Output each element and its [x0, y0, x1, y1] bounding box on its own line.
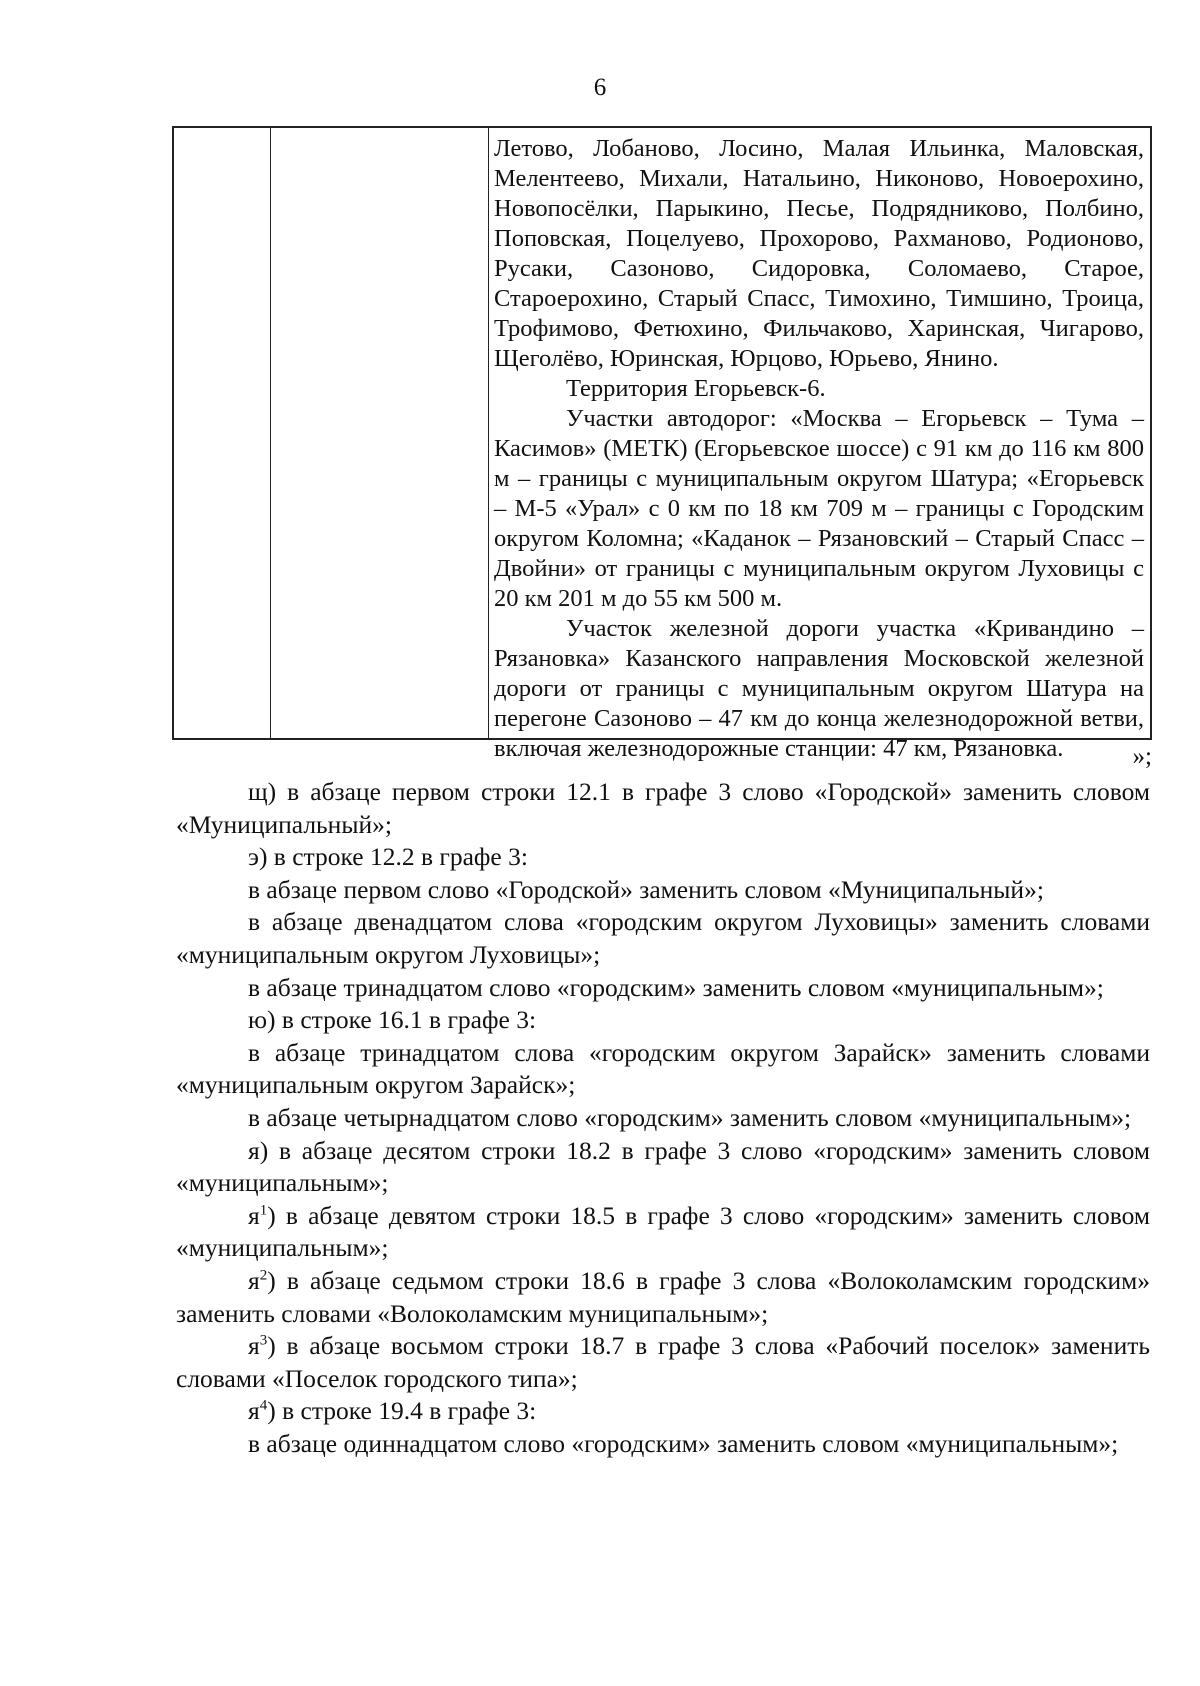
cell-paragraph-settlements: Летово, Лобаново, Лосино, Малая Ильинка, Маловская, Мелентеево, Михали, Натальино, Никоново, Новоерохино, Новопосёлки, Парыкино, Песье, Подрядниково, Полбино, Поповская, Поцелуево, Прохорово, Рахманово, Родионово, Русаки, Сазоново, Сидоровка, Соломаево, Старое, Староерохино, Старый Спасс, Тимохино, Тимшино, Троица, Трофимово, Фетюхино, Фильчаково, Харинская, Чигарово, Щеголёво, Юринская, Юрцово, Юрьево, Янино.: [494, 135, 1144, 372]
amendments-list: [176, 776, 1150, 1460]
amendment-ya4: [176, 1395, 1150, 1428]
amendment-yu-header: ю) в строке 16.1 в графе 3:: [248, 1005, 537, 1035]
column-divider: [488, 128, 489, 738]
amendment-letter: я: [248, 1265, 260, 1295]
amendment-e-header: э) в строке 12.2 в графе 3:: [248, 842, 528, 872]
amendment-ya2: [176, 1265, 1150, 1330]
amendment-e-item-2: в абзаце двенадцатом слова «городским округом Луховицы» заменить словами «муниципальным округом Луховицы»;: [176, 907, 1150, 969]
column-divider: [270, 128, 271, 738]
amendment-text: ) в абзаце седьмом строки 18.6 в графе 3 слова «Волоколамским городским» заменить словами «Волоколамским муниципальным»;: [176, 1265, 1150, 1328]
amendment-ya4-item-1: в абзаце одиннадцатом слово «городским» заменить словом «муниципальным»;: [248, 1428, 1119, 1458]
amendment-ya: я) в абзаце десятом строки 18.2 в графе 3 слово «городским» заменить словом «муниципальным»;: [176, 1135, 1150, 1198]
amendment-e-item-3: в абзаце тринадцатом слово «городским» заменить словом «муниципальным»;: [248, 972, 1104, 1002]
page-number: 6: [593, 74, 607, 101]
cell-paragraph-territory: Территория Егорьевск-6.: [566, 375, 826, 402]
amendment-letter: я: [248, 1331, 260, 1361]
amendment-yu-item-2: в абзаце четырнадцатом слово «городским» заменить словом «муниципальным»;: [248, 1102, 1132, 1132]
amendment-text: ) в абзаце девятом строки 18.5 в графе 3 слово «городским» заменить словом «муниципальным»;: [176, 1200, 1150, 1263]
amendment-letter: я: [248, 1200, 260, 1230]
amendment-yu-item-1: в абзаце тринадцатом слова «городским округом Зарайск» заменить словами «муниципальным округом Зарайск»;: [176, 1037, 1150, 1100]
amendment-superscript: 4: [259, 1397, 268, 1414]
cell-paragraph-roads: Участки автодорог: «Москва – Егорьевск – Тума – Касимов» (МЕТК) (Егорьевское шоссе) с 91 км до 116 км 800 м – границы с муниципальным округом Шатура; «Егорьевск – М-5 «Урал» с 0 км по 18 км 709 м – границы с Городским округом Коломна; «Каданок – Рязановский – Старый Спасс – Двойни» от границы с муниципальным округом Луховицы с 20 км 201 м до 55 км 500 м.: [494, 405, 1144, 612]
amendment-e-item-1: в абзаце первом слово «Городской» заменить словом «Муниципальный»;: [248, 874, 1044, 904]
amendment-superscript: 2: [259, 1267, 268, 1284]
amendment-superscript: 3: [259, 1332, 268, 1349]
amendment-shch: щ) в абзаце первом строки 12.1 в графе 3 слово «Городской» заменить словом «Муниципальный»;: [176, 777, 1150, 839]
closing-quote: »;: [1132, 743, 1152, 770]
amendment-text: ) в абзаце восьмом строки 18.7 в графе 3 слова «Рабочий поселок» заменить словами «Поселок городского типа»;: [176, 1331, 1150, 1393]
amendment-ya3: [176, 1330, 1150, 1395]
amendment-superscript: 1: [259, 1202, 268, 1219]
amendment-letter: я: [248, 1396, 260, 1426]
amendment-ya1: [176, 1200, 1150, 1265]
table-fragment: [172, 126, 1152, 762]
amendment-text: ) в строке 19.4 в графе 3:: [267, 1396, 537, 1426]
cell-paragraph-railway: Участок железной дороги участка «Кривандино – Рязановка» Казанского направления Московской железной дороги от границы с муниципальным округом Шатура на перегоне Сазоново – 47 км до конца железнодорожной ветви, включая железнодорожные станции: 47 км, Рязановка.: [494, 615, 1144, 762]
table-cell-column-3: [494, 134, 1144, 764]
